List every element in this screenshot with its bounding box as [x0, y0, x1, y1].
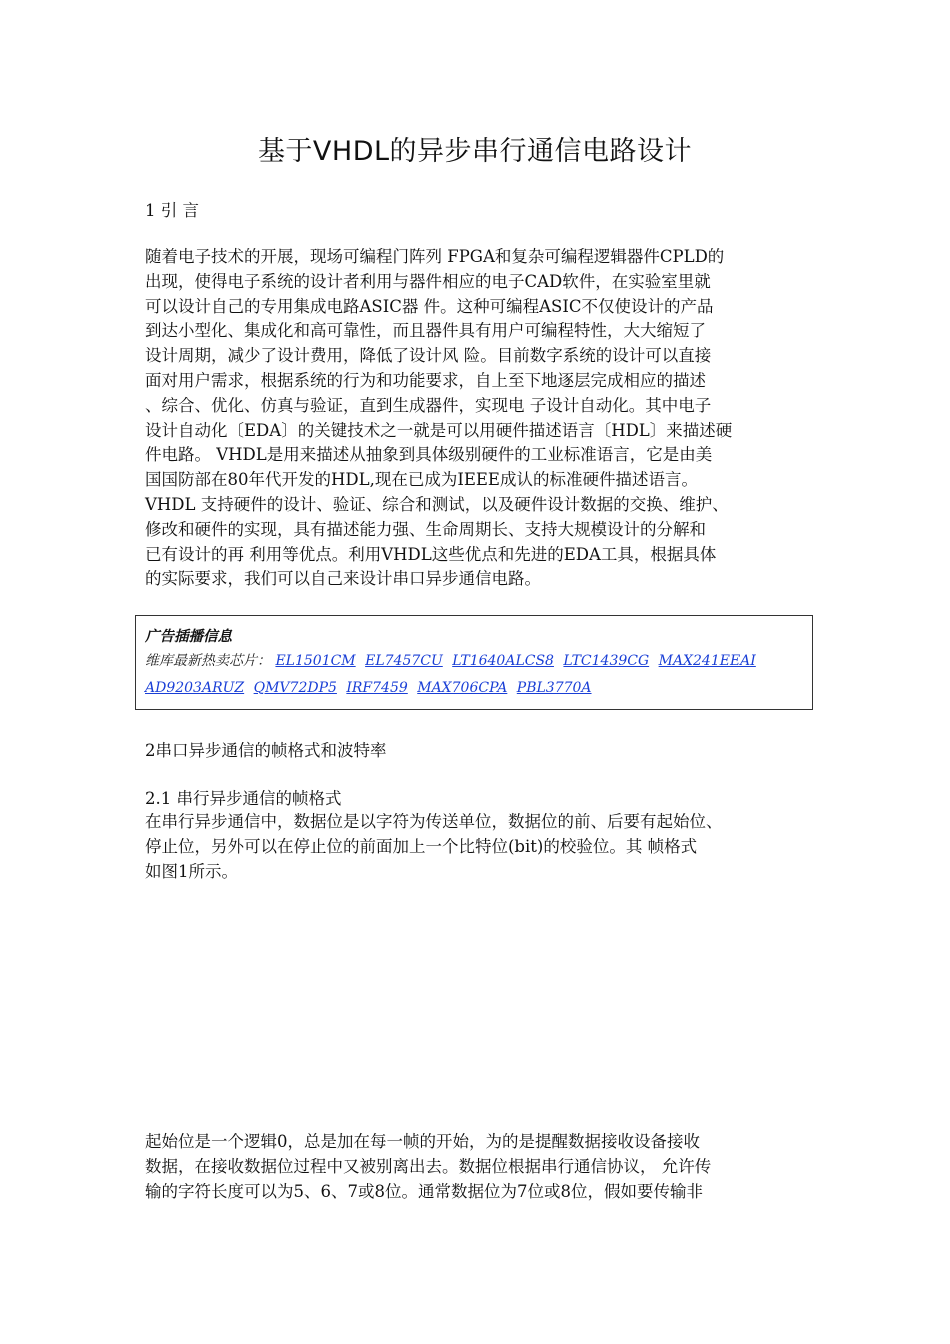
- intro-line: 件电路。 VHDL是用来描述从抽象到具体级别硬件的工业标准语言，它是由美: [145, 445, 713, 465]
- frame-line: 在串行异步通信中，数据位是以字符为传送单位，数据位的前、后要有起始位、: [145, 812, 723, 831]
- section-2-heading: 2串口异步通信的帧格式和波特率: [145, 741, 387, 760]
- intro-line: 国国防部在80年代开发的HDL,现在已成为IEEE成认的标准硬件描述语言。: [145, 470, 698, 490]
- intro-line: 面对用户需求，根据系统的行为和功能要求，自上至下地逐层完成相应的描述: [145, 370, 706, 390]
- intro-line: 、综合、优化、仿真与验证，直到生成器件，实现电 子设计自动化。其中电子: [145, 395, 712, 415]
- intro-line: 修改和硬件的实现，具有描述能力强、生命周期长、支持大规模设计的分解和: [145, 519, 706, 539]
- intro-line: 出现，使得电子系统的设计者利用与器件相应的电子CAD软件，在实验室里就: [145, 271, 711, 291]
- figure-1-placeholder: [145, 900, 825, 1110]
- ad-box: [135, 615, 813, 710]
- intro-line: 设计自动化〔EDA〕的关键技术之一就是可以用硬件描述语言〔HDL〕来描述硬: [145, 420, 733, 440]
- ad-title: 广告插播信息: [145, 628, 232, 645]
- intro-line: 到达小型化、集成化和高可靠性，而且器件具有用户可编程特性，大大缩短了: [145, 321, 706, 341]
- ad-chips-row-2: [145, 675, 812, 702]
- chip-link[interactable]: EL7457CU: [365, 653, 443, 669]
- intro-line: 设计周期，减少了设计费用，降低了设计风 险。目前数字系统的设计可以直接: [145, 346, 712, 366]
- intro-paragraph: [145, 245, 825, 592]
- intro-line: 已有设计的再 利用等优点。利用VHDL这些优点和先进的EDA工具，根据具体: [145, 544, 717, 564]
- chip-link[interactable]: IRF7459: [346, 680, 408, 696]
- start-bit-paragraph: [145, 1130, 825, 1204]
- chip-link[interactable]: LTC1439CG: [563, 653, 650, 669]
- frame-line: 如图1所示。: [145, 861, 238, 881]
- start-bit-line: 输的字符长度可以为5、6、7或8位。通常数据位为7位或8位，假如要传输非: [145, 1181, 703, 1201]
- document-title: 基于VHDL的异步串行通信电路设计: [257, 136, 693, 167]
- intro-line: 可以设计自己的专用集成电路ASIC器 件。这种可编程ASIC不仅使设计的产品: [145, 296, 714, 316]
- section-2-1-heading: 2.1 串行异步通信的帧格式: [145, 789, 342, 808]
- start-bit-line: 起始位是一个逻辑0，总是加在每一帧的开始，为的是提醒数据接收设备接收: [145, 1132, 700, 1151]
- chip-link[interactable]: QMV72DP5: [253, 680, 337, 696]
- section-1-heading: 1 引 言: [145, 201, 199, 220]
- chip-link[interactable]: PBL3770A: [516, 680, 592, 696]
- chip-link[interactable]: MAX241EEAI: [658, 653, 756, 669]
- chip-link[interactable]: EL1501CM: [275, 653, 356, 669]
- frame-line: 停止位，另外可以在停止位的前面加上一个比特位(bit)的校验位。其 帧格式: [145, 836, 698, 856]
- intro-line: VHDL 支持硬件的设计、验证、综合和测试，以及硬件设计数据的交换、维护、: [145, 494, 729, 514]
- ad-chips-row-1: [145, 648, 812, 675]
- chip-link[interactable]: LT1640ALCS8: [452, 653, 554, 669]
- chip-link[interactable]: MAX706CPA: [417, 680, 508, 696]
- intro-line: 的实际要求，我们可以自己来设计串口异步通信电路。: [145, 569, 541, 589]
- ad-prefix: 维库最新热卖芯片：: [145, 653, 271, 669]
- start-bit-line: 数据，在接收数据位过程中又被别离出去。数据位根据串行通信协议， 允许传: [145, 1156, 712, 1176]
- intro-line: 随着电子技术的开展，现场可编程门阵列 FPGA和复杂可编程逻辑器件CPLD的: [145, 247, 725, 266]
- chip-link[interactable]: AD9203ARUZ: [145, 680, 245, 696]
- frame-format-paragraph: [145, 810, 825, 884]
